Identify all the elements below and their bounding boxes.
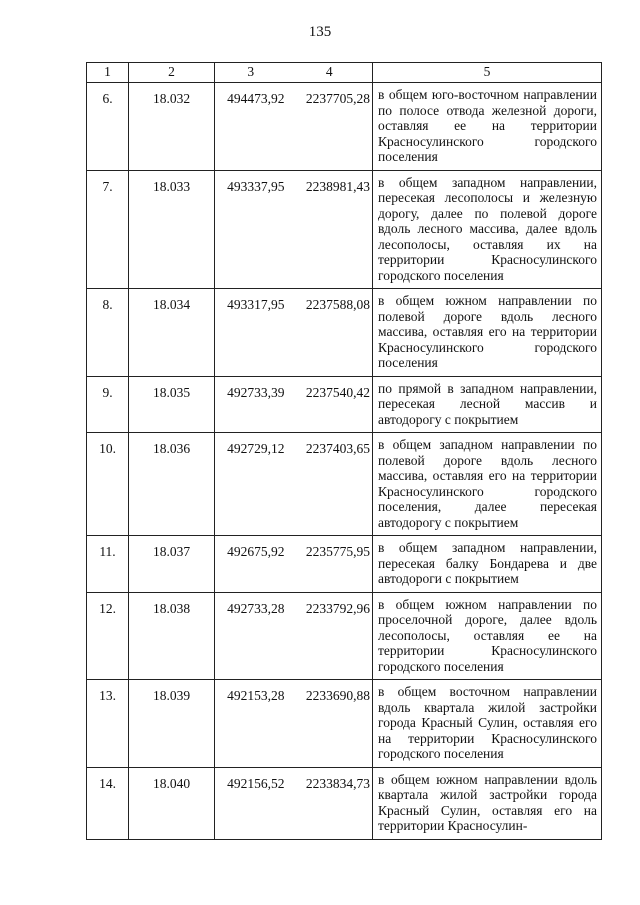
row-number: 9. [87, 376, 129, 433]
column-header: 1 [87, 63, 129, 83]
boundary-table [86, 62, 602, 840]
row-number: 10. [87, 433, 129, 536]
x-coordinate: 493317,95 [215, 289, 287, 377]
x-coordinate: 492729,12 [215, 433, 287, 536]
point-id: 18.033 [129, 170, 215, 289]
boundary-description: по прямой в западном направлении, пересекая лесной массив и автодорогу с покрытием [373, 376, 602, 433]
y-coordinate: 2233792,96 [287, 592, 373, 680]
table-row [87, 376, 602, 433]
y-coordinate: 2238981,43 [287, 170, 373, 289]
x-coordinate: 493337,95 [215, 170, 287, 289]
y-coordinate: 2233834,73 [287, 767, 373, 839]
boundary-description: в общем западном направлении по полевой дороге вдоль лесного массива, оставляя его на территории Красносулинского городского поселения, далее пересекая автодорогу с покрытием [373, 433, 602, 536]
boundary-description: в общем южном направлении по полевой дороге вдоль лесного массива, оставляя его на территории Красносулинского городского поселения [373, 289, 602, 377]
point-id: 18.035 [129, 376, 215, 433]
table-row [87, 170, 602, 289]
table-header-row [87, 63, 602, 83]
column-header: 3 [215, 63, 287, 83]
table-row [87, 680, 602, 768]
point-id: 18.038 [129, 592, 215, 680]
row-number: 8. [87, 289, 129, 377]
x-coordinate: 492675,92 [215, 536, 287, 593]
column-header: 5 [373, 63, 602, 83]
table-row [87, 83, 602, 171]
y-coordinate: 2233690,88 [287, 680, 373, 768]
x-coordinate: 492156,52 [215, 767, 287, 839]
boundary-description: в общем западном направлении, пересекая лесополосы и железную дорогу, далее по полевой дороге вдоль лесного массива, далее вдоль лесополосы, оставляя их на территории Красносулинского городского поселения [373, 170, 602, 289]
boundary-description: в общем южном направлении по проселочной дороге, далее вдоль лесополосы, оставляя ее на территории Красносулинского городского поселения [373, 592, 602, 680]
row-number: 7. [87, 170, 129, 289]
point-id: 18.037 [129, 536, 215, 593]
x-coordinate: 492733,28 [215, 592, 287, 680]
boundary-description: в общем западном направлении, пересекая балку Бондарева и две автодороги с покрытием [373, 536, 602, 593]
point-id: 18.040 [129, 767, 215, 839]
row-number: 14. [87, 767, 129, 839]
y-coordinate: 2237705,28 [287, 83, 373, 171]
y-coordinate: 2235775,95 [287, 536, 373, 593]
table-row [87, 289, 602, 377]
point-id: 18.032 [129, 83, 215, 171]
y-coordinate: 2237540,42 [287, 376, 373, 433]
x-coordinate: 492153,28 [215, 680, 287, 768]
y-coordinate: 2237588,08 [287, 289, 373, 377]
row-number: 13. [87, 680, 129, 768]
x-coordinate: 494473,92 [215, 83, 287, 171]
page-number: 135 [308, 24, 332, 40]
column-header: 4 [287, 63, 373, 83]
row-number: 12. [87, 592, 129, 680]
table-row [87, 767, 602, 839]
row-number: 6. [87, 83, 129, 171]
table-row [87, 592, 602, 680]
row-number: 11. [87, 536, 129, 593]
point-id: 18.036 [129, 433, 215, 536]
table-row [87, 433, 602, 536]
boundary-description: в общем южном направлении вдоль квартала жилой застройки города Красный Сулин, оставляя его на территории Красносулин- [373, 767, 602, 839]
boundary-description: в общем юго-восточном направлении по полосе отвода железной дороги, оставляя ее на территории Красносулинского городского поселения [373, 83, 602, 171]
column-header: 2 [129, 63, 215, 83]
table-row [87, 536, 602, 593]
y-coordinate: 2237403,65 [287, 433, 373, 536]
point-id: 18.039 [129, 680, 215, 768]
x-coordinate: 492733,39 [215, 376, 287, 433]
point-id: 18.034 [129, 289, 215, 377]
boundary-description: в общем восточном направлении вдоль квартала жилой застройки города Красный Сулин, оставляя его на территории Красносулинского городского поселения [373, 680, 602, 768]
